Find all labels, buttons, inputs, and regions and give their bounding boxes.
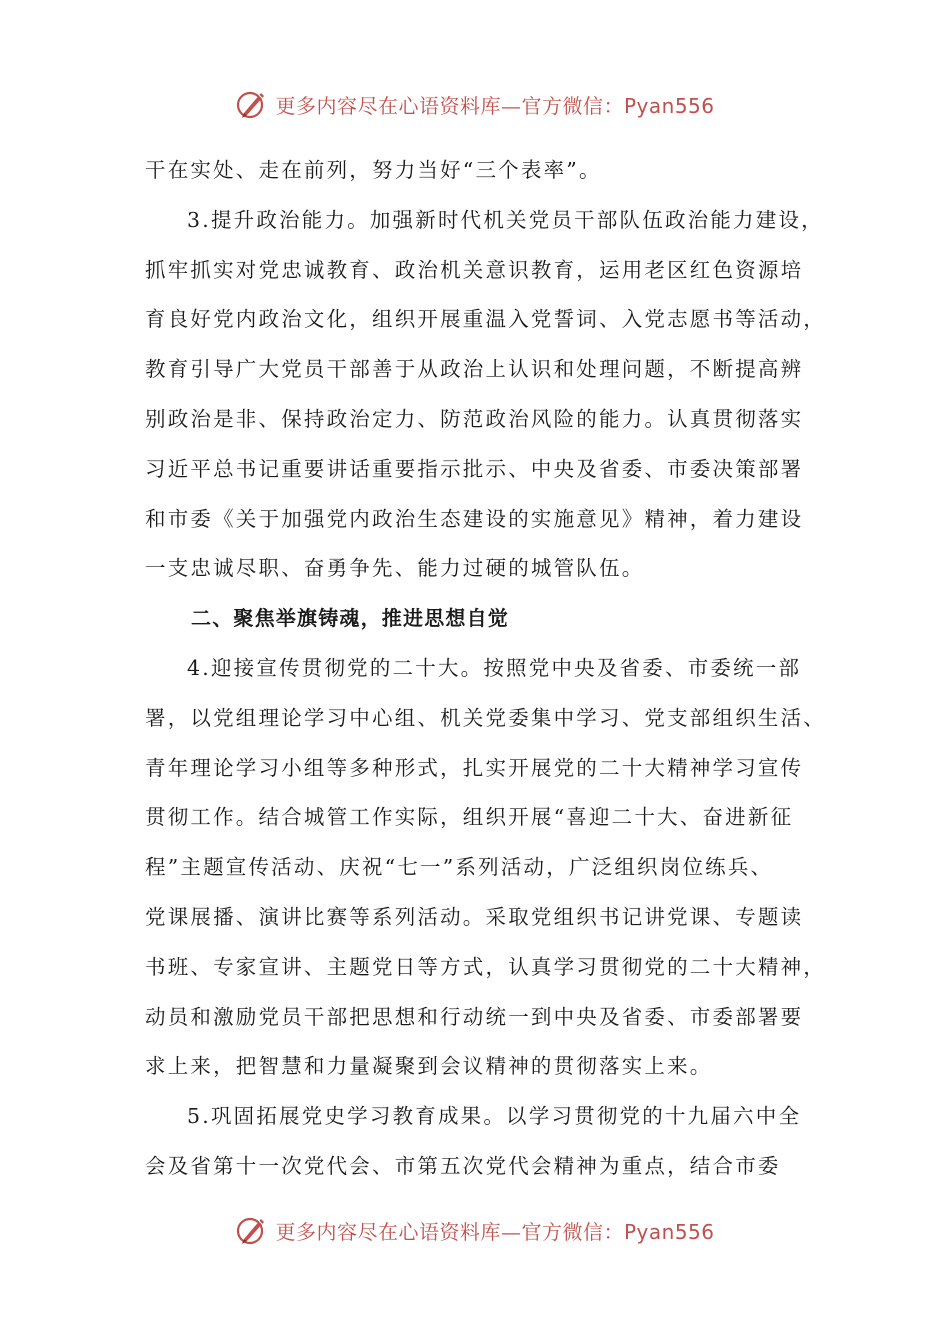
text-line: 动员和激励党员干部把思想和行动统一到中央及省委、市委部署要 xyxy=(145,1004,804,1029)
text-line: 党课展播、演讲比赛等系列活动。采取党组织书记讲党课、专题读 xyxy=(145,904,804,929)
text-line: 书班、专家宣讲、主题党日等方式，认真学习贯彻党的二十大精神， xyxy=(145,954,826,979)
text-line: 干在实处、走在前列，努力当好“三个表率”。 xyxy=(145,158,602,182)
text-line: 一支忠诚尽职、奋勇争先、能力过硬的城管队伍。 xyxy=(145,556,645,581)
footer-banner-text xyxy=(275,1216,714,1245)
pen-logo-icon xyxy=(235,1213,269,1247)
paragraph-start: 3.提升政治能力。加强新时代机关党员干部队伍政治能力建设， xyxy=(187,207,824,232)
text-line: 育良好党内政治文化，组织开展重温入党誓词、入党志愿书等活动， xyxy=(145,307,826,332)
paragraph-start: 5.巩固拓展党史学习教育成果。以学习贯彻党的十九届六中全 xyxy=(187,1104,802,1129)
text-line: 程”主题宣传活动、庆祝“七一”系列活动，广泛组织岗位练兵、 xyxy=(145,855,774,880)
text-line: 署，以党组理论学习中心组、机关党委集中学习、党支部组织生活、 xyxy=(145,705,826,730)
header-banner-label: 更多内容尽在心语资料库—官方微信： xyxy=(275,93,624,118)
text-line: 贯彻工作。结合城管工作实际，组织开展“喜迎二十大、奋进新征 xyxy=(145,805,794,830)
header-banner-text xyxy=(275,90,714,119)
text-line: 会及省第十一次党代会、市第五次党代会精神为重点，结合市委 xyxy=(145,1153,781,1178)
text-line: 别政治是非、保持政治定力、防范政治风险的能力。认真贯彻落实 xyxy=(145,406,804,431)
section-heading: 二、聚焦举旗铸魂，推进思想自觉 xyxy=(191,606,509,631)
text-line: 抓牢抓实对党忠诚教育、政治机关意识教育，运用老区红色资源培 xyxy=(145,257,804,282)
header-banner xyxy=(0,84,950,124)
text-line: 青年理论学习小组等多种形式，扎实开展党的二十大精神学习宣传 xyxy=(145,755,804,780)
text-line: 教育引导广大党员干部善于从政治上认识和处理问题，不断提高辨 xyxy=(145,357,804,382)
text-line: 和市委《关于加强党内政治生态建设的实施意见》精神，着力建设 xyxy=(145,506,804,531)
document-body xyxy=(145,146,826,1192)
footer-banner-label: 更多内容尽在心语资料库—官方微信： xyxy=(275,1219,624,1244)
footer-banner xyxy=(0,1210,950,1250)
text-line: 求上来，把智慧和力量凝聚到会议精神的贯彻落实上来。 xyxy=(145,1054,713,1079)
footer-wechat-id: Pyan556 xyxy=(623,1219,715,1244)
header-wechat-id: Pyan556 xyxy=(623,93,715,118)
text-line: 习近平总书记重要讲话重要指示批示、中央及省委、市委决策部署 xyxy=(145,456,804,481)
pen-logo-icon xyxy=(235,87,269,121)
paragraph-start: 4.迎接宣传贯彻党的二十大。按照党中央及省委、市委统一部 xyxy=(187,655,802,680)
